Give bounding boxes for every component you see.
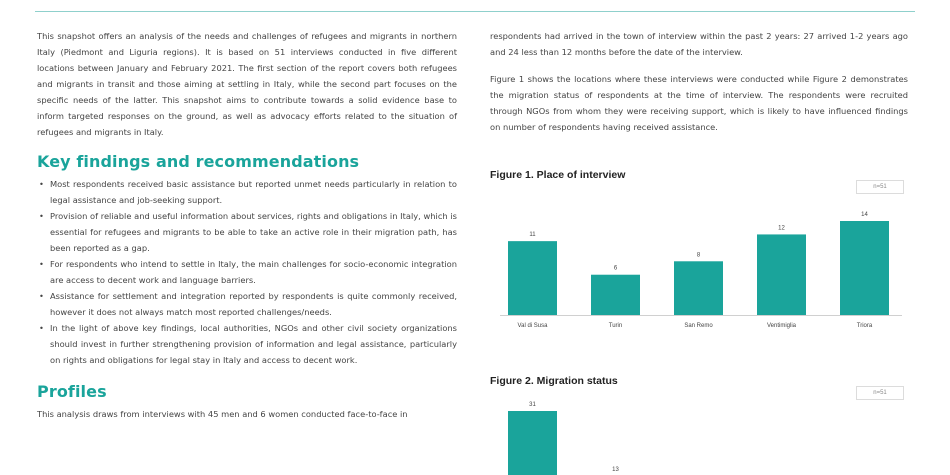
right-column [490, 20, 908, 135]
bar-triora [840, 221, 889, 315]
figure1-svg [490, 196, 910, 336]
tick-label: San Remo [684, 323, 713, 329]
figure2-title: Figure 2. Migration status [490, 375, 618, 387]
list-item: • Assistance for settlement and integration reported by respondents is quite commonly received, however it does not always match most reported challenges/needs. [37, 288, 457, 320]
list-item: • For respondents who intend to settle in Italy, the main challenges for socio-economic integration are access to decent work and language barriers. [37, 256, 457, 288]
tick-label: Val di Susa [517, 323, 548, 329]
profiles-heading: Profiles [37, 382, 107, 401]
key-findings-list [37, 176, 457, 368]
bar-val-di-susa [508, 241, 557, 315]
list-item: • Most respondents received basic assistance but reported unmet needs particularly in relation to legal assistance and job-seeking support. [37, 176, 457, 208]
figure2-chart [490, 393, 910, 475]
tick-label: Ventimiglia [766, 323, 797, 329]
arrival-paragraph: respondents had arrived in the town of interview within the past 2 years: 27 arrived 1-2 years ago and 24 less than 12 months before the date of the interview. [490, 31, 908, 57]
figure1-title: Figure 1. Place of interview [490, 169, 626, 181]
list-item: • In the light of above key findings, local authorities, NGOs and other civil society organizations should invest in further strengthening provision of information and legal assistance, particularly on rights and obligations for legal stay in Italy and access to decent work. [37, 320, 457, 368]
data-label: 8 [696, 252, 701, 259]
data-label: 6 [613, 265, 618, 272]
profiles-paragraph: This analysis draws from interviews with 45 men and 6 women conducted face-to-face in [37, 409, 408, 419]
bar-0 [508, 411, 557, 475]
tick-label: Turin [608, 323, 623, 329]
data-label: 13 [612, 467, 619, 474]
figure1-chart [490, 196, 910, 340]
tick-label: Triora [856, 323, 873, 329]
figure1-n-badge: n=51 [856, 180, 904, 194]
bar-san-remo [674, 261, 723, 315]
data-label: 11 [529, 232, 536, 239]
header-rule [35, 11, 915, 12]
data-label: 14 [861, 212, 868, 218]
bar-turin [591, 275, 640, 315]
data-label: 31 [529, 402, 536, 408]
list-item: • Provision of reliable and useful information about services, rights and obligations in Italy, which is essential for refugees and migrants to be able to take an active role in their migration path, has been reported as a gap. [37, 208, 457, 256]
data-label: 12 [778, 225, 785, 232]
figure2-svg [490, 393, 910, 475]
figures-paragraph: Figure 1 shows the locations where these interviews were conducted while Figure 2 demonstrates the migration status of respondents at the time of interview. The respondents were recruited through NGOs from whom they were receiving support, which is likely to have influenced findings on number of respondents having received assistance. [490, 74, 908, 132]
left-column [37, 20, 457, 422]
key-findings-heading: Key findings and recommendations [37, 152, 360, 171]
bar-ventimiglia [757, 234, 806, 315]
intro-paragraph: This snapshot offers an analysis of the needs and challenges of refugees and migrants in northern Italy (Piedmont and Liguria regions). It is based on 51 interviews conducted in five different locations between January and February 2021. The first section of the report covers both refugees and migrants in transit and those aiming at settling in Italy, while the second part focuses on the specific needs of the latter. This snapshot aims to contribute towards a solid evidence base to inform targeted responses on the ground, as well as advocacy efforts related to the situation of refugees and migrants in Italy. [37, 31, 457, 137]
figure2-n-badge: n=51 [856, 386, 904, 400]
